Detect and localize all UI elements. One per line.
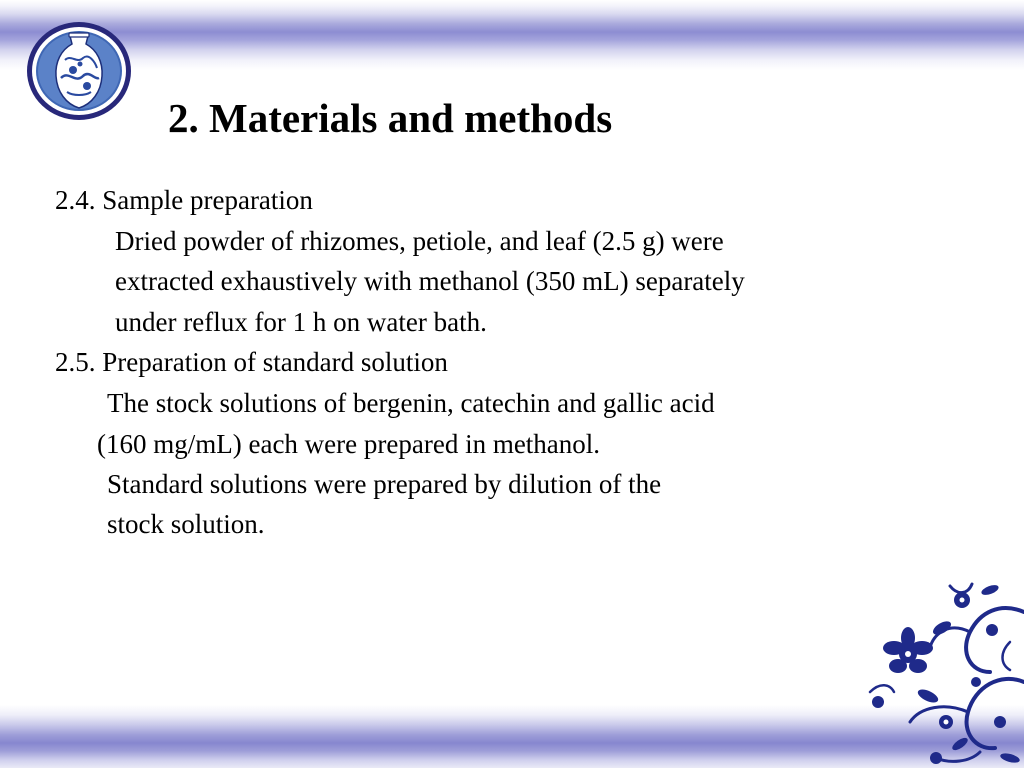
slide-title: 2. Materials and methods: [168, 95, 613, 141]
paragraph-line: (160 mg/mL) each were prepared in methanol.: [97, 429, 601, 459]
paragraph-line: stock solution.: [107, 509, 265, 539]
paragraph-line: under reflux for 1 h on water bath.: [115, 307, 487, 337]
paragraph-line: The stock solutions of bergenin, catechin and gallic acid: [107, 388, 715, 418]
paragraph-line: Standard solutions were prepared by dilution of the: [107, 469, 662, 499]
top-decorative-band: [0, 0, 1024, 70]
paragraph-line: extracted exhaustively with methanol (350 mL) separately: [115, 266, 745, 296]
paragraph-line: Dried powder of rhizomes, petiole, and leaf (2.5 g) were: [115, 226, 724, 256]
section-heading: 2.4. Sample preparation: [55, 185, 313, 215]
section-heading: 2.5. Preparation of standard solution: [55, 347, 448, 377]
porcelain-vase-logo-icon: [25, 20, 133, 122]
floral-ornament-icon: [850, 572, 1024, 768]
